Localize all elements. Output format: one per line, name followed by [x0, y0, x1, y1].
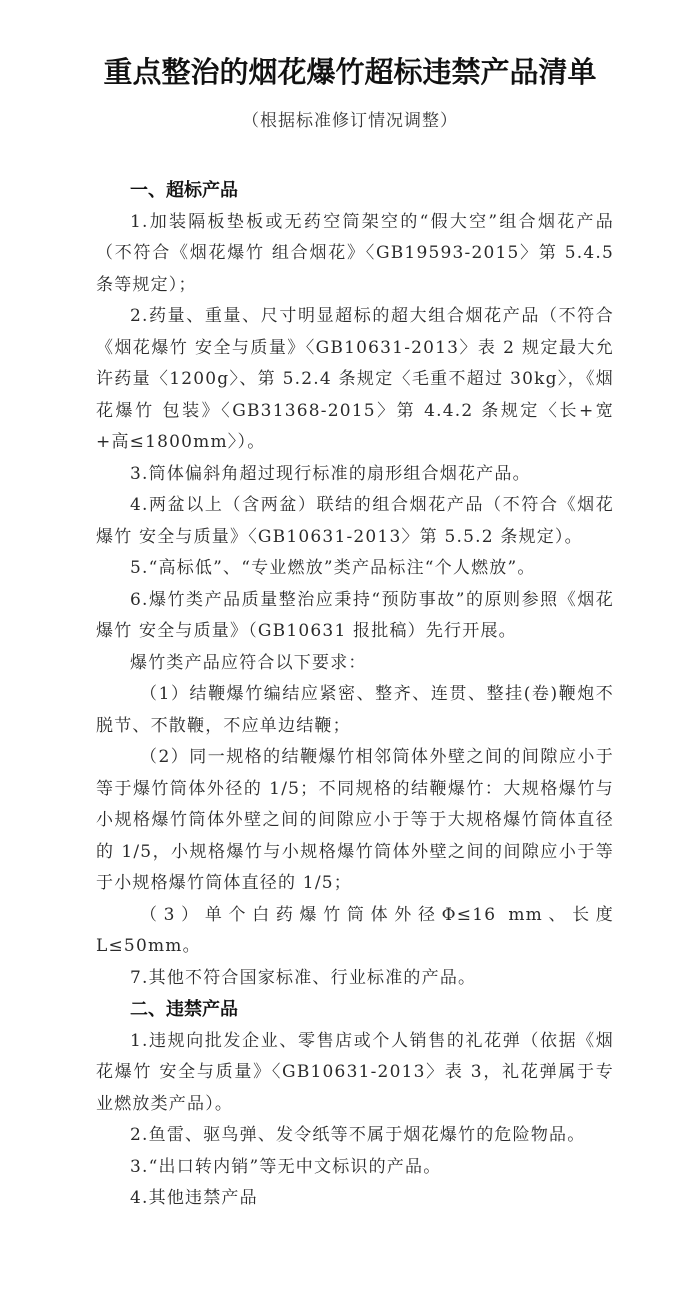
list-item: 1.加装隔板垫板或无药空筒架空的“假大空”组合烟花产品（不符合《烟花爆竹 组合烟花》〈GB19593-2015〉第 5.4.5 条等规定）；: [96, 211, 614, 295]
list-item: 5.“高标低”、“专业燃放”类产品标注“个人燃放”。: [130, 558, 536, 578]
document-body: [96, 175, 614, 1215]
list-item: 3.筒体偏斜角超过现行标准的扇形组合烟花产品。: [130, 463, 531, 484]
requirement-item: （3）单个白药爆竹筒体外径Φ≤16 mm、长度 L≤50mm。: [96, 904, 614, 956]
list-item: 4.其他违禁产品: [130, 1188, 258, 1208]
list-item: 3.“出口转内销”等无中文标识的产品。: [130, 1156, 442, 1177]
firecracker-requirements-intro: 爆竹类产品应符合以下要求：: [130, 652, 367, 673]
document-subtitle: （根据标准修订情况调整）: [242, 111, 458, 131]
requirement-item: （2）同一规格的结鞭爆竹相邻筒体外壁之间的间隙应小于等于爆竹筒体外径的 1/5；不同规格的结鞭爆竹：大规格爆竹与小规格爆竹筒体外壁之间的间隙应小于等于大规格爆竹筒体直径的 1/5，小规格爆竹与小规格爆竹筒体外壁之间的间隙应小于等于小规格爆竹筒体直径的 1/5；: [96, 747, 614, 893]
list-item: 6.爆竹类产品质量整治应秉持“预防事故”的原则参照《烟花爆竹 安全与质量》（GB10631 报批稿）先行开展。: [96, 589, 614, 641]
list-item: 1.违规向批发企业、零售店或个人销售的礼花弹（依据《烟花爆竹 安全与质量》〈GB10631-2013〉表 3，礼花弹属于专业燃放类产品）。: [96, 1030, 614, 1114]
list-item: 2.鱼雷、驱鸟弹、发令纸等不属于烟花爆竹的危险物品。: [130, 1125, 586, 1145]
list-item: 2.药量、重量、尺寸明显超标的超大组合烟花产品（不符合《烟花爆竹 安全与质量》〈GB10631-2013〉表 2 规定最大允许药量〈1200g〉、第 5.2.4 条规定〈毛重不超过 30kg〉，《烟花爆竹 包装》〈GB31368-2015〉第 4.4.2 条规定〈长+宽+高≤1800mm〉）。: [96, 306, 614, 452]
requirement-item: （1）结鞭爆竹编结应紧密、整齐、连贯、整挂(卷)鞭炮不脱节、不散鞭，不应单边结鞭；: [96, 684, 614, 736]
section-heading-over-standard: 一、超标产品: [130, 180, 238, 201]
document-title: 重点整治的烟花爆竹超标违禁产品清单: [103, 55, 597, 89]
section-heading-prohibited: 二、违禁产品: [130, 999, 238, 1020]
list-item: 4.两盆以上（含两盆）联结的组合烟花产品（不符合《烟花爆竹 安全与质量》〈GB10631-2013〉第 5.5.2 条规定）。: [96, 495, 614, 547]
list-item: 7.其他不符合国家标准、行业标准的产品。: [130, 967, 477, 988]
